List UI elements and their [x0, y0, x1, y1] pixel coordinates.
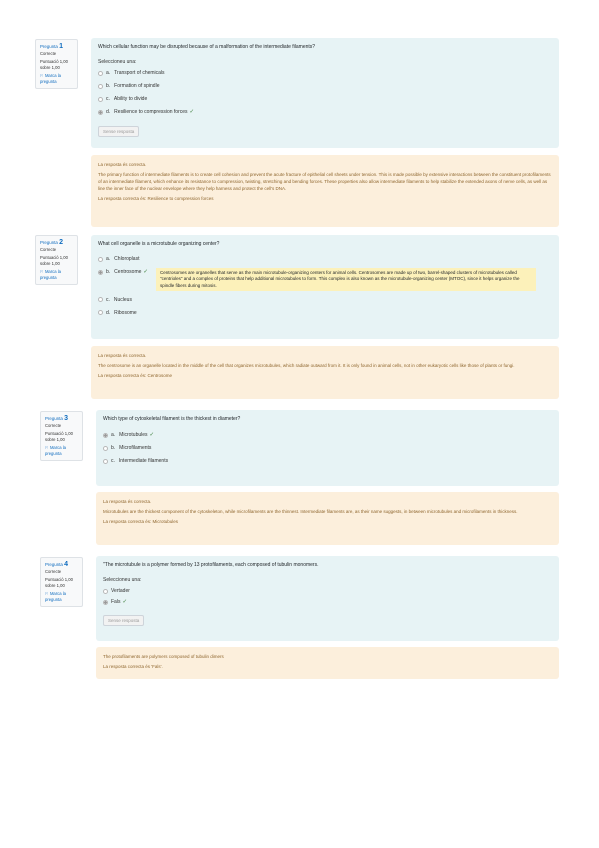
answer-option[interactable]	[98, 82, 552, 90]
answer-option[interactable]	[103, 457, 552, 465]
answer-option-selected[interactable]	[98, 108, 552, 116]
flag-question-link[interactable]	[45, 445, 79, 456]
radio-button[interactable]	[98, 97, 103, 102]
question-label: Pregunta	[40, 44, 58, 49]
question-grade: Puntuació 1,00 sobre 1,00	[45, 577, 73, 588]
question-info	[35, 235, 78, 285]
option-letter: d.	[106, 309, 111, 316]
answer-prompt: Seleccioneu una:	[103, 577, 142, 583]
flag-question-link[interactable]	[45, 591, 79, 602]
question-state: Correcte	[40, 247, 57, 252]
question-state: Correcte	[45, 423, 62, 428]
option-letter: d.	[106, 109, 111, 115]
radio-button[interactable]	[98, 310, 103, 315]
radio-button[interactable]	[98, 84, 103, 89]
answer-prompt: Seleccioneu una:	[98, 59, 137, 65]
radio-button[interactable]	[98, 297, 103, 302]
radio-button[interactable]	[98, 71, 103, 76]
answer-option[interactable]	[103, 444, 552, 452]
option-label: Intermediate filaments	[118, 458, 169, 464]
correct-check-icon: ✓	[189, 109, 195, 115]
question-formulation	[96, 410, 559, 486]
option-letter: b.	[111, 445, 116, 451]
option-label: Microtubules	[119, 432, 148, 438]
option-letter: b.	[106, 269, 111, 275]
right-answer: La resposta correcta és: Centrosome	[98, 373, 173, 378]
general-feedback: The primary function of intermediate filaments is to create cell cohesion and prevent the acute fracture of epithelial cell sheets under tension. This is made possible by extensive interactions between the constituent protofilaments of an intermediate filament, which enhance its resistance to compression, twisting, stretching and bending forces. These properties also allow intermediate filaments to help stabilize the extended axons of nerve cells, as well as line the inner face of the nuclear envelope where they help harness and protect the cell's DNA.	[98, 172, 551, 191]
question-label: Pregunta	[45, 416, 63, 421]
option-label: Ribosome	[114, 309, 137, 316]
option-label: Vertader	[111, 588, 130, 594]
question-label: Pregunta	[40, 240, 58, 245]
radio-button[interactable]	[103, 589, 108, 594]
answer-option[interactable]	[98, 296, 552, 304]
question-formulation	[91, 38, 559, 148]
flag-icon: ⚐	[40, 269, 44, 274]
question-info	[40, 411, 83, 461]
correct-check-icon: ✓	[149, 432, 155, 438]
clear-answer-button[interactable]: Sense resposta	[98, 126, 139, 137]
answer-options	[98, 69, 552, 116]
radio-button[interactable]	[103, 446, 108, 451]
feedback-status: La resposta és correcta.	[103, 499, 152, 504]
radio-button-checked[interactable]	[103, 600, 108, 605]
option-label: Nucleus	[113, 296, 132, 303]
right-answer: La resposta correcta és: Resilience to compression forces	[98, 196, 214, 201]
flag-question-link[interactable]	[40, 73, 74, 84]
correct-check-icon: ✓	[143, 269, 149, 275]
question-label: Pregunta	[45, 562, 63, 567]
question-text: "The microtubule is a polymer formed by 13 protofilaments, each composed of tubulin monomers.	[103, 562, 319, 568]
feedback-box	[96, 492, 559, 545]
option-letter: a.	[106, 70, 111, 76]
option-label: Microfilaments	[119, 445, 152, 451]
question-grade: Puntuació 1,00 sobre 1,00	[40, 255, 68, 266]
answer-options	[103, 431, 552, 465]
answer-option[interactable]	[98, 309, 552, 317]
answer-option[interactable]	[103, 587, 552, 595]
question-state: Correcte	[45, 569, 62, 574]
flag-icon: ⚐	[40, 73, 44, 78]
answer-option-selected[interactable]	[103, 431, 552, 439]
question-grade: Puntuació 1,00 sobre 1,00	[40, 59, 68, 70]
clear-answer-button[interactable]: Sense resposta	[103, 615, 144, 626]
option-label: Fals	[111, 599, 121, 605]
flag-label: Marca la pregunta	[45, 445, 66, 456]
feedback-box	[96, 647, 559, 679]
option-letter: c.	[106, 296, 110, 303]
flag-icon: ⚐	[45, 591, 49, 596]
answer-option-selected[interactable]	[98, 268, 552, 291]
question-text: Which type of cytoskeletal filament is the thickest in diameter?	[103, 416, 241, 422]
option-label: Chloroplast	[114, 256, 140, 262]
question-grade: Puntuació 1,00 sobre 1,00	[45, 431, 73, 442]
question-formulation	[91, 235, 559, 339]
feedback-status: La resposta és correcta.	[98, 353, 147, 358]
option-label: Centrosome	[114, 269, 142, 275]
specific-feedback: Centrosomes are organelles that serve as the main microtubule-organizing centers for animal cells. Centrosomes are made up of two, barrel-shaped clusters of microtubules called "centrioles" and a complex of proteins that help additional microtubules to form. This complex is also known as the microtubule-organizing center (MTOC), since it helps organize the spindle fibers during mitosis.	[156, 268, 536, 291]
option-letter: a.	[106, 256, 111, 262]
question-number: 4	[64, 561, 68, 568]
question-formulation	[96, 556, 559, 641]
option-letter: c.	[106, 96, 110, 102]
question-info	[40, 557, 83, 607]
radio-button-checked[interactable]	[103, 433, 108, 438]
option-letter: b.	[106, 83, 111, 89]
correct-check-icon: ✓	[122, 599, 128, 605]
answer-option[interactable]	[98, 255, 552, 263]
question-state: Correcte	[40, 51, 57, 56]
option-label: Transport of chemicals	[114, 70, 165, 76]
right-answer: La resposta correcta és: Microtubules	[103, 519, 179, 524]
flag-question-link[interactable]	[40, 269, 74, 280]
option-label: Ability to divide	[113, 96, 148, 102]
flag-label: Marca la pregunta	[40, 269, 61, 280]
feedback-status: La resposta és correcta.	[98, 162, 147, 167]
flag-icon: ⚐	[45, 445, 49, 450]
right-answer: La resposta correcta és 'Fals'.	[103, 664, 163, 669]
option-label: Resilience to compression forces	[114, 109, 188, 115]
feedback-box	[91, 346, 559, 399]
flag-label: Marca la pregunta	[45, 591, 66, 602]
radio-button-checked[interactable]	[98, 270, 103, 275]
question-info	[35, 39, 78, 89]
radio-button[interactable]	[103, 459, 108, 464]
radio-button[interactable]	[98, 257, 103, 262]
flag-label: Marca la pregunta	[40, 73, 61, 84]
answer-option[interactable]	[98, 69, 552, 77]
option-label: Formation of spindle	[114, 83, 160, 89]
general-feedback: Microtubules are the thickest component of the cytoskeleton, while microfilaments are the thinnest. Intermediate filaments are, as their name suggests, in between microtubules and microfilaments in thickness.	[103, 509, 518, 514]
question-number: 1	[59, 43, 63, 50]
answer-option-selected[interactable]	[103, 598, 552, 606]
general-feedback: The centrosome is an organelle located in the middle of the cell that organizes microtubules, which radiate outward from it. It is only found in animal cells, not in other eukaryotic cells like those of plants or fungi.	[98, 363, 515, 368]
answer-option[interactable]	[98, 95, 552, 103]
question-text: What cell organelle is a microtubule organizing center?	[98, 241, 220, 247]
answer-options	[98, 255, 552, 317]
general-feedback: The protofilaments are polymers composed of tubulin dimers	[103, 654, 224, 659]
feedback-box	[91, 155, 559, 227]
answer-options	[103, 587, 552, 606]
question-number: 3	[64, 415, 68, 422]
question-number: 2	[59, 239, 63, 246]
option-letter: a.	[111, 432, 116, 438]
question-text: Which cellular function may be disrupted because of a malformation of the intermediate filaments?	[98, 44, 316, 50]
option-letter: c.	[111, 458, 115, 464]
radio-button-checked[interactable]	[98, 110, 103, 115]
